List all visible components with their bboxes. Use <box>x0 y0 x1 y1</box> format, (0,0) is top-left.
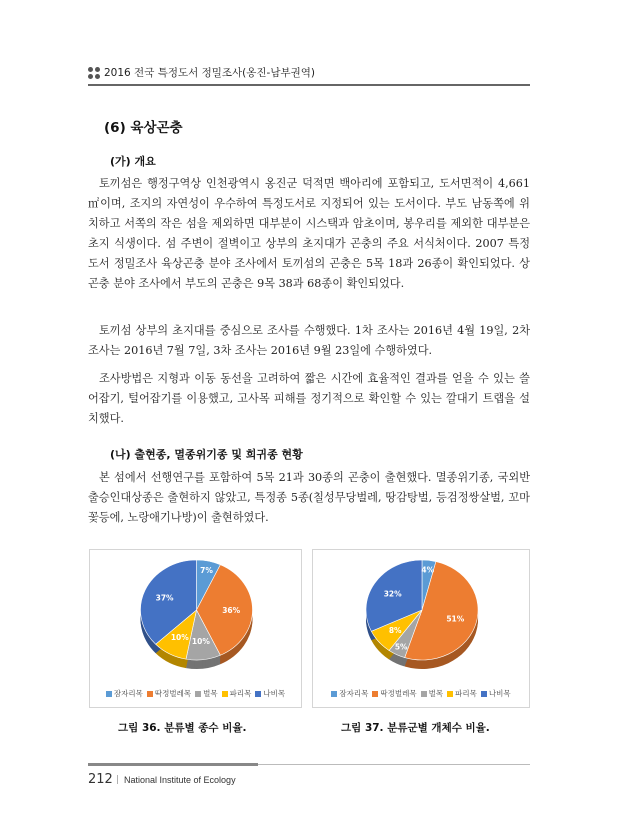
pie-data-label: 10% <box>191 636 210 646</box>
legend-swatch <box>222 691 228 697</box>
pie-data-label: 7% <box>200 566 213 575</box>
legend-swatch <box>421 691 427 697</box>
footer-rule-light <box>258 764 530 765</box>
legend-swatch <box>372 691 378 697</box>
subsection-species-title: (나) 출현종, 멸종위기종 및 희귀종 현황 <box>110 448 303 461</box>
legend-label: 딱정벌레목 <box>154 689 192 698</box>
legend-swatch <box>106 691 112 697</box>
legend-swatch <box>147 691 153 697</box>
legend-item <box>331 688 368 699</box>
legend-label: 파리목 <box>229 689 252 698</box>
pie-data-label: 10% <box>170 633 189 643</box>
pie-data-label: 5% <box>394 642 408 652</box>
pie-chart-species-ratio <box>89 549 302 708</box>
pie-chart-individual-svg <box>313 550 531 709</box>
page-number: 212 <box>88 772 113 787</box>
legend-swatch <box>195 691 201 697</box>
pie-data-label: 51% <box>446 614 465 624</box>
pie-chart-species-svg <box>90 550 303 709</box>
footer-organization: National Institute of Ecology <box>124 775 236 785</box>
legend-label: 파리목 <box>455 689 477 698</box>
pie-data-label: 8% <box>388 625 402 635</box>
legend-label: 잠자리목 <box>113 689 143 698</box>
pie-chart-individual-ratio <box>312 549 530 708</box>
pie-data-label: 32% <box>383 589 402 599</box>
legend-item <box>447 688 477 699</box>
header-rule <box>88 84 530 86</box>
section-title: (6) 육상곤충 <box>104 120 183 136</box>
legend-item <box>106 688 143 699</box>
legend-item <box>222 688 252 699</box>
legend-item <box>195 688 218 699</box>
legend-swatch <box>255 691 261 697</box>
pie-data-label: 36% <box>222 606 241 615</box>
legend-swatch <box>447 691 453 697</box>
header-dots-icon <box>88 67 100 79</box>
legend-label: 나비목 <box>263 689 286 698</box>
paragraph-survey-method: 조사방법은 지형과 이동 동선을 고려하여 짧은 시간에 효율적인 결과를 얻을 수 있는 쓸어잡기, 털어잡기를 이용했고, 고사목 피해를 정기적으로 확인할 수 있는 깔대기 트랩을 설치했다. <box>88 372 530 425</box>
running-header <box>88 62 530 84</box>
footer-separator: | <box>116 775 120 785</box>
legend-item <box>481 688 511 699</box>
legend-item <box>372 688 416 699</box>
footer-rule <box>88 763 258 766</box>
header-title: 2016 전국 특정도서 정밀조사(옹진-남부권역) <box>104 67 316 79</box>
paragraph-survey-dates: 토끼섬 상부의 초지대를 중심으로 조사를 수행했다. 1차 조사는 2016년 4월 19일, 2차 조사는 2016년 7월 7일, 3차 조사는 2016년 9월 23일에 수행하였다. <box>88 324 530 357</box>
figure-caption-36: 그림 36. 분류별 종수 비율. <box>118 722 247 734</box>
legend-label: 나비목 <box>488 689 511 698</box>
pie-data-label: 4% <box>421 565 435 575</box>
legend-swatch <box>331 691 337 697</box>
legend-label: 딱정벌레목 <box>380 689 417 698</box>
legend-item <box>255 688 285 699</box>
subsection-overview-title: (가) 개요 <box>110 155 156 168</box>
pie-chart-legend <box>90 688 301 699</box>
figure-caption-37: 그림 37. 분류군별 개체수 비율. <box>341 722 490 734</box>
pie-chart-legend <box>313 688 529 699</box>
legend-label: 벌목 <box>428 689 444 698</box>
paragraph-overview: 토끼섬은 행정구역상 인천광역시 옹진군 덕적면 백아리에 포함되고, 도서면적이 4,661 ㎡이며, 조지의 자연성이 우수하여 특정도서로 지정되어 있는 도서이다. 부도 남동쪽에 위치하고 서쪽의 작은 섬을 제외하면 대부분이 시스택과 암초이며, 봉우리를 제외한 대부분은 초지 식생이다. 섬 주변이 절벽이고 상부의 초지대가 곤충의 주요 서식처이다. 2007 특정도서 정밀조사 육상곤충 분야 조사에서 토끼섬의 곤충은 5목 18과 26종이 확인되었다. 상곤충 분야 조사에서 부도의 곤충은 9목 38과 68종이 확인되었다. <box>88 177 530 290</box>
legend-item <box>421 688 444 699</box>
pie-data-label: 37% <box>155 593 174 603</box>
paragraph-species: 본 섬에서 선행연구를 포함하여 5목 21과 30종의 곤충이 출현했다. 멸종위기종, 국외반출승인대상종은 출현하지 않았고, 특정종 5종(칠성무당벌레, 땅감탕벌, 등검정쌍살벌, 꼬마꽃등에, 노랑애기나방)이 출현하였다. <box>88 471 530 524</box>
legend-swatch <box>481 691 487 697</box>
legend-label: 벌목 <box>203 689 218 698</box>
legend-item <box>147 688 191 699</box>
legend-label: 잠자리목 <box>339 689 369 698</box>
